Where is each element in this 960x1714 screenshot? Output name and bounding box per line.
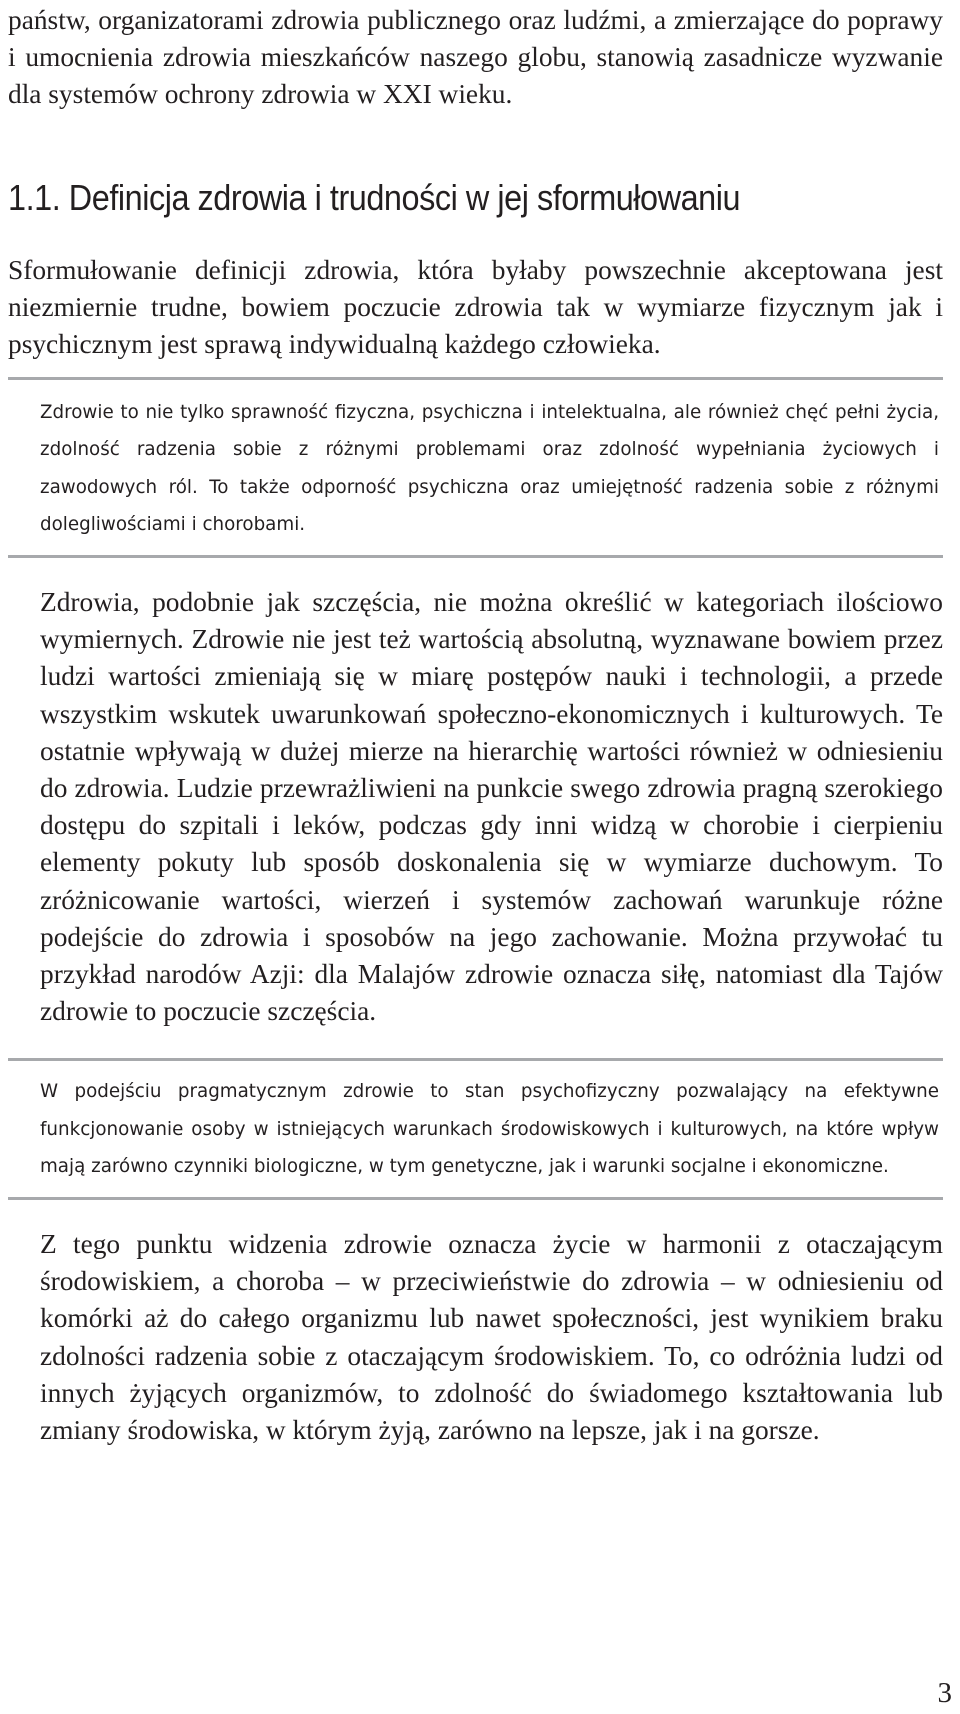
spacer	[8, 558, 943, 584]
spacer	[8, 363, 943, 377]
section-title: Definicja zdrowia i trudności w jej sformułowaniu	[68, 176, 741, 218]
section-number: 1.1.	[8, 176, 61, 218]
harmony-paragraph: Z tego punktu widzenia zdrowie oznacza życie w harmonii z otaczającym środowiskiem, a choroba – w przeciwieństwie do zdrowia – w odniesieniu od komórki aż do całego organizmu lub nawet społeczności, jest wynikiem braku zdolności radzenia sobie z otaczającym środowiskiem. To, co odróżnia ludzi od innych żyjących organizmów, to zdolność do świadomego kształtowania lub zmiany środowiska, w którym żyją, zarówno na lepsze, jak i na gorsze.	[40, 1229, 943, 1446]
spacer	[8, 380, 943, 394]
spacer	[8, 218, 943, 252]
spacer	[8, 1185, 943, 1197]
section-heading	[8, 178, 850, 218]
spacer	[8, 1061, 943, 1073]
spacer	[8, 543, 943, 555]
spacer	[8, 1030, 943, 1058]
spacer	[8, 114, 943, 178]
definition-paragraph: Sformułowanie definicji zdrowia, która byłaby powszechnie akceptowana jest niezmiernie trudne, bowiem poczucie zdrowia tak w wymiarze fizycznym jak i psychicznym jest sprawą indywidualną każdego człowieka.	[8, 254, 943, 360]
document-page	[8, 0, 943, 1449]
highlight-box-2: W podejściu pragmatycznym zdrowie to stan psychofizyczny pozwalający na efektywne funkcjonowanie osoby w istniejących warunkach środowiskowych i kulturowych, na które wpływ mają zarówno czynniki biologiczne, w tym genetyczne, jak i warunki socjalne i ekonomiczne.	[40, 1081, 939, 1177]
page-number: 3	[937, 1677, 952, 1709]
spacer	[8, 1200, 943, 1226]
values-paragraph: Zdrowia, podobnie jak szczęścia, nie można określić w kategoriach ilościowo wymiernych. Zdrowie nie jest też wartością absolutną, wyznawane bowiem przez ludzi wartości zmieniają się w miarę postępów nauki i technologii, a przede wszystkim wskutek uwarunkowań społeczno-ekonomicznych i kulturowych. Te ostatnie wpływają w dużej mierze na hierarchię wartości również w odniesieniu do zdrowia. Ludzie przewrażliwieni na punkcie swego zdrowia pragną szerokiego dostępu do szpitali i leków, podczas gdy inni widzą w chorobie i cierpieniu elementy pokuty lub sposób doskonalenia się w wymiarze duchowym. To zróżnicowanie wartości, wierzeń i systemów zachowań warunkuje różne podejście do zdrowia i sposobów na jego zachowanie. Można przywołać tu przykład narodów Azji: dla Malajów zdrowie oznacza siłę, natomiast dla Tajów zdrowie to poczucie szczęścia.	[40, 587, 943, 1027]
highlight-box-1: Zdrowie to nie tylko sprawność fizyczna, psychiczna i intelektualna, ale również chęć pełni życia, zdolność radzenia sobie z różnymi problemami oraz zdolność wypełniania życiowych i zawodowych ról. To także odporność psychiczna oraz umiejętność radzenia sobie z różnymi dolegliwościami i chorobami.	[40, 402, 939, 535]
intro-paragraph: państw, organizatorami zdrowia publicznego oraz ludźmi, a zmierzające do poprawy i umocnienia zdrowia mieszkańców naszego globu, stanowią zasadnicze wyzwanie dla systemów ochrony zdrowia w XXI wieku.	[8, 5, 943, 110]
